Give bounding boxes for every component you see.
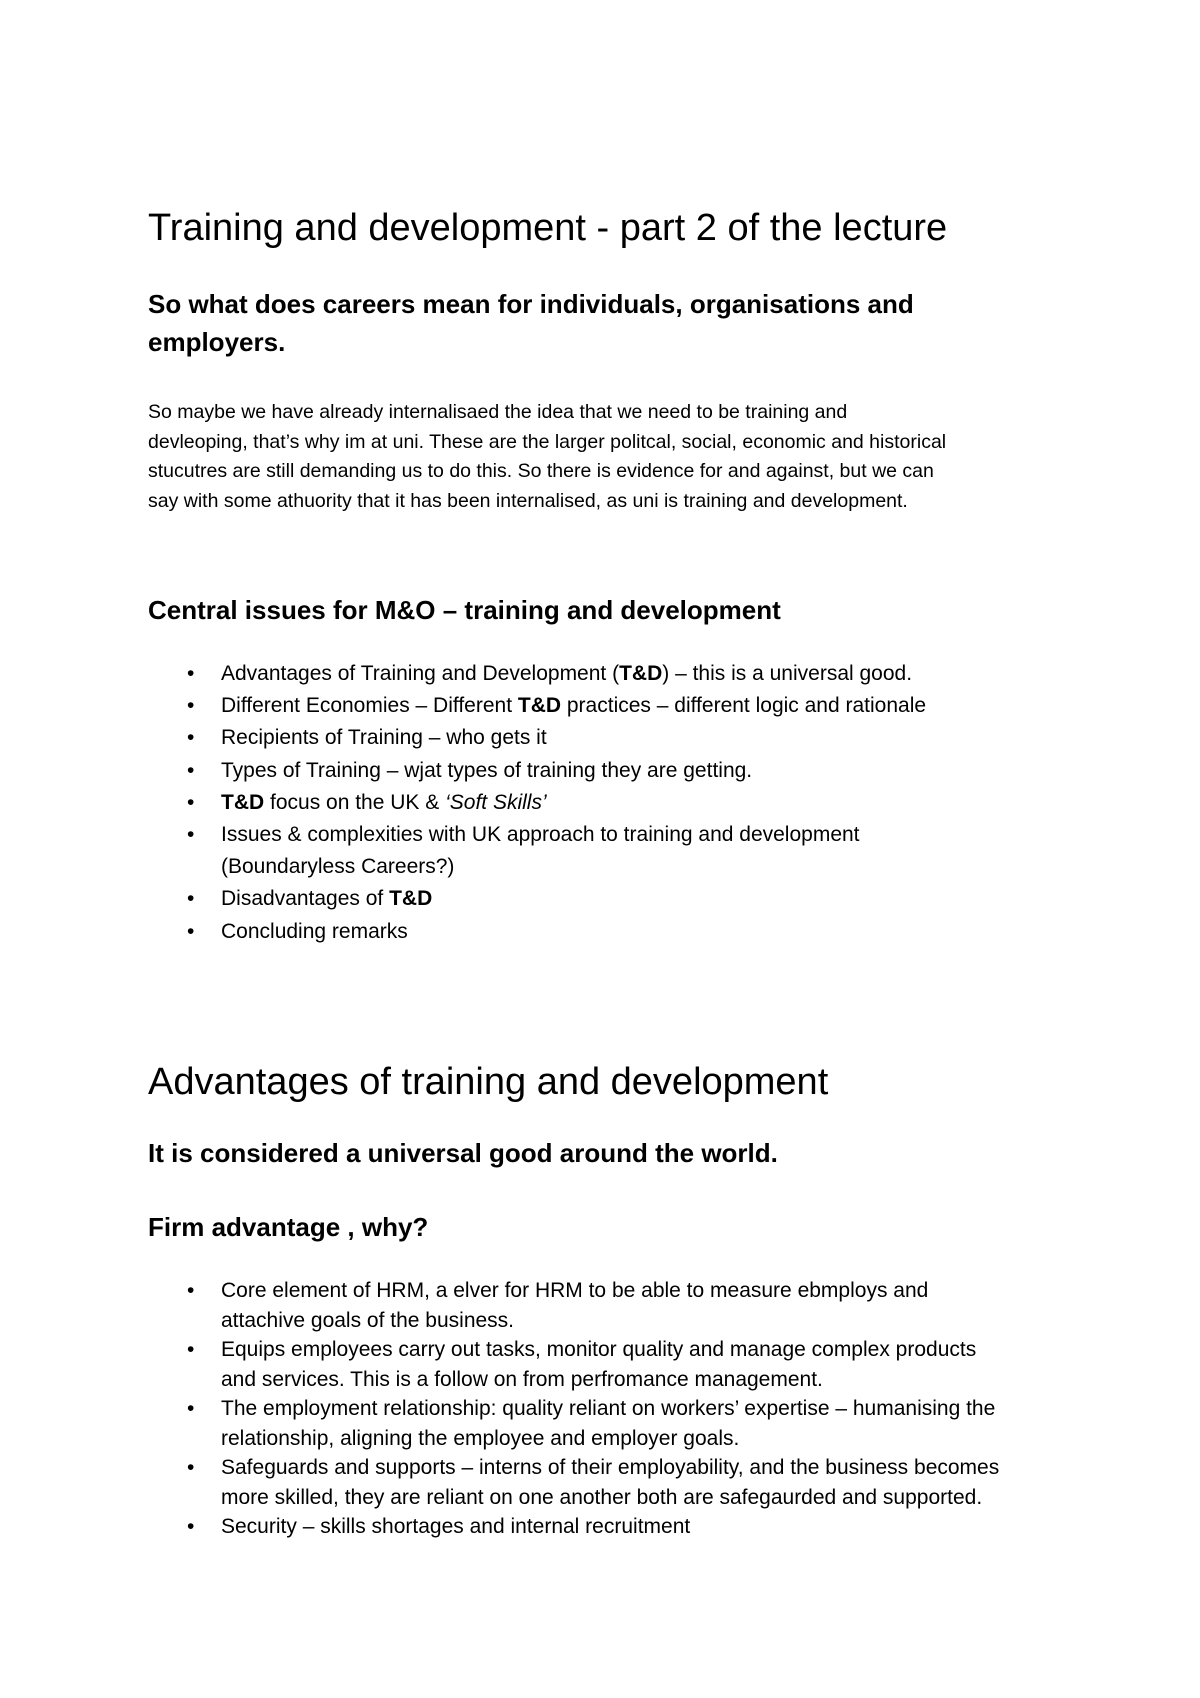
list-item-line: relationship, aligning the employee and employer goals. (221, 1426, 740, 1450)
intro-paragraph-line: say with some athuority that it has been internalised, as uni is training and development. (148, 489, 908, 512)
careers-question-heading (148, 285, 914, 361)
section-title-advantages: Advantages of training and development (148, 1061, 829, 1103)
list-item-line: Issues & complexities with UK approach to training and development (221, 823, 860, 847)
bullet-icon: • (187, 758, 195, 782)
list-item-line: attachive goals of the business. (221, 1308, 515, 1332)
italic-term: ‘Soft Skills’ (445, 790, 547, 814)
list-item-text: ) – this is a universal good. (662, 662, 913, 685)
bullet-icon: • (187, 1515, 195, 1538)
list-item-line: The employment relationship: quality reliant on workers’ expertise – humanising the (221, 1397, 996, 1420)
list-item-text: Recipients of Training – who gets it (221, 726, 547, 750)
bullet-icon: • (187, 823, 195, 847)
bold-term: T&D (221, 790, 265, 814)
list-item (148, 755, 926, 787)
list-item (148, 722, 926, 754)
bullet-icon: • (187, 790, 195, 814)
careers-question-line-2: employers. (148, 327, 286, 357)
intro-paragraph-line: So maybe we have already internalisaed the idea that we need to be training and (148, 401, 848, 423)
list-item-line: (Boundaryless Careers?) (221, 855, 455, 879)
intro-paragraph (148, 398, 946, 516)
bullet-icon: • (187, 919, 195, 943)
universal-good-heading: It is considered a universal good around the world. (148, 1138, 778, 1168)
list-item-line: Equips employees carry out tasks, monitor quality and manage complex products (221, 1338, 977, 1361)
list-item-line: more skilled, they are reliant on one another both are safegaurded and supported. (221, 1485, 983, 1509)
list-item (148, 883, 926, 915)
firm-advantage-heading: Firm advantage , why? (148, 1212, 429, 1242)
bold-term: T&D (619, 662, 663, 685)
list-item-line: and services. This is a follow on from perfromance management. (221, 1367, 823, 1391)
bullet-icon: • (187, 1338, 195, 1361)
bullet-icon: • (187, 1456, 195, 1479)
list-item-line: Security – skills shortages and internal recruitment (221, 1515, 691, 1538)
bold-term: T&D (517, 694, 562, 718)
bullet-icon: • (187, 662, 195, 685)
list-item (148, 916, 926, 948)
list-item-text: Concluding remarks (221, 919, 408, 943)
list-item (148, 819, 926, 883)
bullet-icon: • (187, 1279, 195, 1302)
list-item (148, 690, 926, 722)
list-item (148, 1453, 999, 1512)
bullet-icon: • (187, 1397, 195, 1420)
careers-question-line-1: So what does careers mean for individuals, organisations and (148, 289, 914, 319)
bold-term: T&D (389, 887, 433, 911)
list-item (148, 1276, 999, 1335)
section-title-training-development: Training and development - part 2 of the lecture (148, 207, 948, 249)
central-issues-list (148, 658, 926, 948)
list-item (148, 1512, 999, 1542)
list-item-text: practices – different logic and rationale (561, 694, 927, 718)
list-item-line: Safeguards and supports – interns of their employability, and the business becomes (221, 1456, 1000, 1479)
list-item-line: Core element of HRM, a elver for HRM to be able to measure ebmploys and (221, 1279, 929, 1302)
list-item (148, 787, 926, 819)
list-item (148, 658, 926, 690)
list-item (148, 1394, 999, 1453)
list-item-text: Disadvantages of (221, 887, 390, 911)
list-item-text: focus on the UK & (264, 790, 446, 814)
list-item (148, 1335, 999, 1394)
intro-paragraph-line: stucutres are still demanding us to do this. So there is evidence for and against, but we can (148, 460, 934, 482)
list-item-text: Advantages of Training and Development ( (221, 662, 620, 685)
bullet-icon: • (187, 887, 195, 911)
bullet-icon: • (187, 694, 195, 718)
central-issues-heading: Central issues for M&O – training and development (148, 595, 781, 625)
intro-paragraph-line: devleoping, that’s why im at uni. These are the larger politcal, social, economic and historical (148, 430, 947, 453)
bullet-icon: • (187, 726, 195, 750)
list-item-text: Different Economies – Different (221, 694, 518, 718)
list-item-text: Types of Training – wjat types of training they are getting. (221, 758, 753, 782)
firm-advantage-list (148, 1276, 999, 1542)
